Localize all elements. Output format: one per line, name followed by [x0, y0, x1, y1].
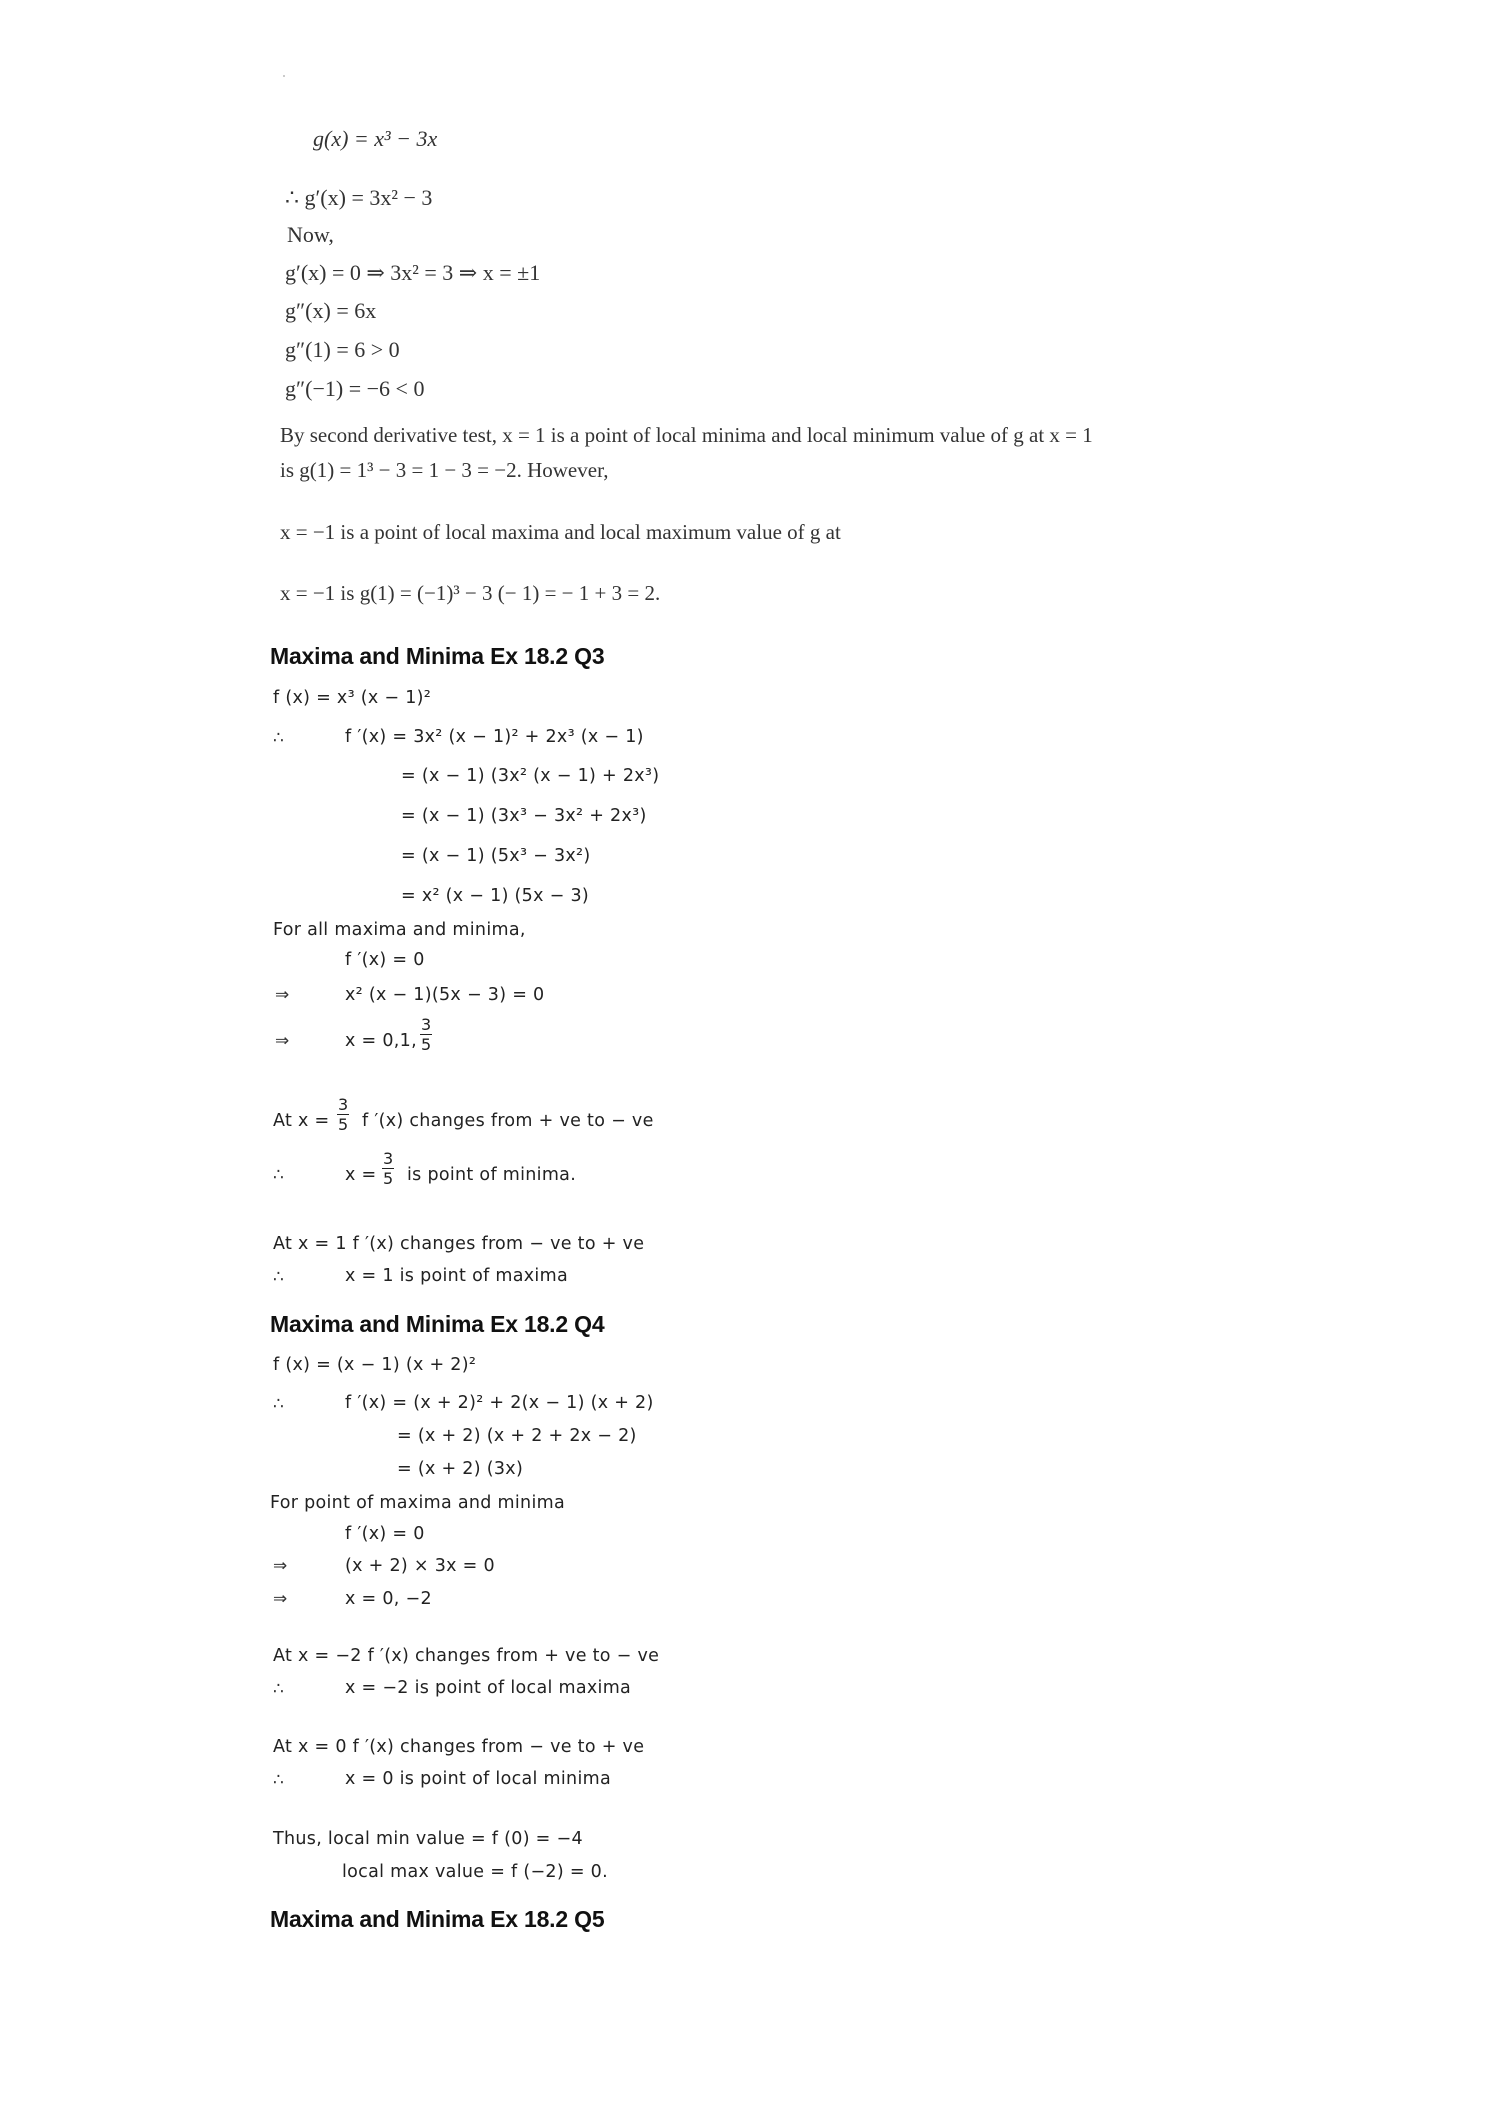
q3-function: f (x) = x³ (x − 1)²	[273, 688, 432, 708]
q3-is-minima: is point of minima.	[407, 1165, 577, 1185]
q3-derivative-3: = (x − 1) (3x³ − 3x² + 2x³)	[401, 806, 647, 826]
conclusion-line-2: is g(1) = 1³ − 3 = 1 − 3 = −2. However,	[280, 458, 609, 482]
q4-at-0: At x = 0 f ′(x) changes from − ve to + ve	[273, 1737, 645, 1757]
g-second-derivative: g″(x) = 6x	[285, 298, 377, 323]
fraction-denominator: 5	[338, 1115, 349, 1134]
q3-derivative-2: = (x − 1) (3x² (x − 1) + 2x³)	[401, 766, 660, 786]
q3-at-fraction	[337, 1095, 349, 1134]
q4-heading: Maxima and Minima Ex 18.2 Q4	[270, 1311, 605, 1337]
q4-equation: (x + 2) × 3x = 0	[345, 1556, 495, 1576]
q3-at-prefix: At x =	[273, 1111, 330, 1131]
conclusion-line-4: x = −1 is g(1) = (−1)³ − 3 (− 1) = − 1 + 3 = 2.	[280, 581, 661, 605]
fraction-numerator: 3	[421, 1015, 432, 1034]
q3-heading: Maxima and Minima Ex 18.2 Q3	[270, 643, 605, 669]
g-second-at-minus-1: g″(−1) = −6 < 0	[285, 376, 425, 401]
q4-local-min-value: Thus, local min value = f (0) = −4	[273, 1829, 583, 1849]
q4-minima-0: x = 0 is point of local minima	[345, 1769, 611, 1789]
q3-therefore: ∴	[273, 728, 284, 748]
q3-condition: f ′(x) = 0	[345, 950, 425, 970]
conclusion-line-3: x = −1 is a point of local maxima and local maximum value of g at	[280, 520, 841, 544]
q3-at-suffix: f ′(x) changes from + ve to − ve	[362, 1111, 654, 1131]
g-definition: g(x) = x³ − 3x	[313, 126, 438, 151]
q4-condition: f ′(x) = 0	[345, 1524, 425, 1544]
q3-derivative-1: f ′(x) = 3x² (x − 1)² + 2x³ (x − 1)	[345, 727, 644, 747]
q4-at-minus-2: At x = −2 f ′(x) changes from + ve to − ve	[273, 1646, 660, 1666]
fraction-numerator: 3	[383, 1149, 394, 1168]
q4-therefore-2: ∴	[273, 1679, 284, 1699]
q3-maxima-at-1: x = 1 is point of maxima	[345, 1266, 568, 1286]
q3-therefore-2: ∴	[273, 1165, 284, 1185]
q5-heading: Maxima and Minima Ex 18.2 Q5	[270, 1906, 605, 1932]
q4-roots: x = 0, −2	[345, 1589, 432, 1609]
q4-for-point: For point of maxima and minima	[270, 1493, 565, 1513]
fraction-denominator: 5	[421, 1035, 432, 1054]
q3-for-all: For all maxima and minima,	[273, 920, 526, 940]
q4-implies-1: ⇒	[273, 1556, 288, 1576]
q3-therefore-3: ∴	[273, 1267, 284, 1287]
q3-derivative-4: = (x − 1) (5x³ − 3x²)	[401, 846, 591, 866]
q3-derivative-5: = x² (x − 1) (5x − 3)	[401, 886, 590, 906]
q4-therefore-3: ∴	[273, 1770, 284, 1790]
q3-x-equals: x =	[345, 1165, 377, 1185]
fraction-denominator: 5	[383, 1169, 394, 1188]
now-label: Now,	[287, 222, 334, 247]
q3-min-fraction	[382, 1149, 394, 1188]
q4-implies-2: ⇒	[273, 1589, 288, 1609]
q4-therefore: ∴	[273, 1394, 284, 1414]
scan-speck	[283, 75, 285, 77]
q3-implies-2: ⇒	[275, 1031, 290, 1051]
q4-derivative-3: = (x + 2) (3x)	[397, 1459, 524, 1479]
q3-roots-fraction	[420, 1015, 432, 1054]
critical-points: g′(x) = 0 ⇒ 3x² = 3 ⇒ x = ±1	[285, 260, 541, 285]
g-second-at-1: g″(1) = 6 > 0	[285, 337, 400, 362]
conclusion-line-1: By second derivative test, x = 1 is a point of local minima and local minimum value of g at x = 1	[280, 423, 1093, 447]
q3-implies-1: ⇒	[275, 985, 290, 1005]
q4-maxima-minus-2: x = −2 is point of local maxima	[345, 1678, 632, 1698]
q4-function: f (x) = (x − 1) (x + 2)²	[273, 1355, 477, 1375]
fraction-numerator: 3	[338, 1095, 349, 1114]
q4-derivative-2: = (x + 2) (x + 2 + 2x − 2)	[397, 1426, 637, 1446]
q4-derivative-1: f ′(x) = (x + 2)² + 2(x − 1) (x + 2)	[345, 1393, 654, 1413]
q3-roots: x = 0,1,	[345, 1031, 417, 1051]
g-prime: ∴ g′(x) = 3x² − 3	[285, 185, 433, 210]
q4-local-max-value: local max value = f (−2) = 0.	[342, 1862, 608, 1882]
q3-equation: x² (x − 1)(5x − 3) = 0	[345, 985, 545, 1005]
q3-at-1: At x = 1 f ′(x) changes from − ve to + ve	[273, 1234, 645, 1254]
